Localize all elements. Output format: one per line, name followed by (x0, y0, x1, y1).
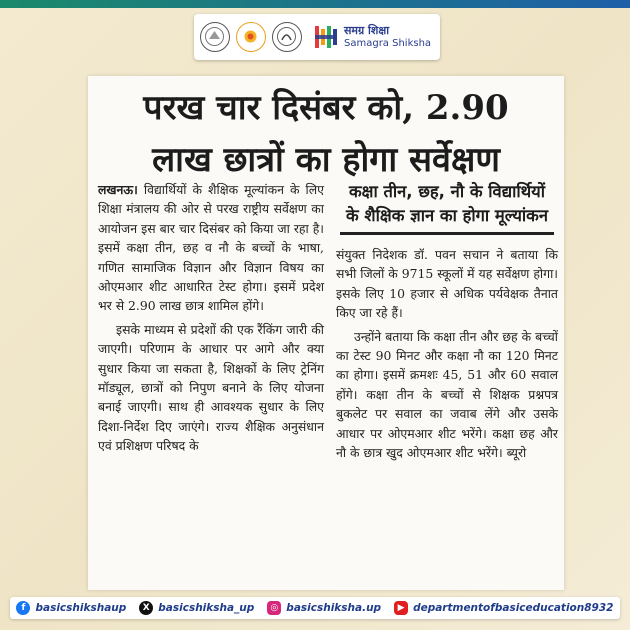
x-link[interactable] (139, 601, 254, 615)
samagra-shiksha-logo (312, 23, 431, 51)
youtube-link[interactable] (394, 601, 613, 615)
facebook-link[interactable] (16, 601, 126, 615)
article-column-right (336, 180, 558, 462)
government-seal-icon (200, 22, 230, 52)
samagra-shiksha-icon (312, 23, 340, 51)
social-footer (10, 597, 620, 619)
instagram-link[interactable] (267, 601, 381, 615)
article-headline (88, 82, 564, 186)
headline-line-2: लाख छात्रों का होगा सर्वेक्षण (152, 140, 500, 180)
article-paragraph: इसके माध्यम से प्रदेशों की एक रैंकिंग जारी की जाएगी। परिणाम के आधार पर आगे और क्या सुधार किया जा सकता है, शिक्षकों के लिए ट्रेनिंग मॉड्यूल, छात्रों को निपुण बनाने के लिए योजना बनाई जाएगी। साथ ही आवश्यक सुधार के लिए दिशा-निर्देश दिए जाएंगे। राज्य शैक्षिक अनुसंधान एवं प्रशिक्षण परिषद के (98, 321, 324, 454)
article-column-left (98, 180, 324, 456)
article-paragraph: संयुक्त निदेशक डॉ. पवन सचान ने बताया कि सभी जिलों के 9715 स्कूलों में यह सर्वेक्षण होगा। इसके लिए 10 हजार से अधिक पर्यवेक्षक तैनात किए जा रहे हैं। (336, 247, 558, 321)
article-paragraph: उन्होंने बताया कि कक्षा तीन और छह के बच्चों का टेस्ट 90 मिनट और कक्षा नौ का 120 मिनट का होगा। इसमें क्रमशः 45, 51 और 60 सवाल होंगे। कक्षा तीन के बच्चों से शिक्षक प्रश्नपत्र बुकलेट पर सवाल का जवाब लेंगे और उसके आधार पर ओएमआर शीट भरेंगे। कक्षा छह और नौ के छात्र खुद ओएमआर शीट भरेंगे। ब्यूरो (336, 328, 558, 461)
youtube-icon: ▶ (394, 601, 408, 615)
facebook-handle: basicshikshaup (35, 602, 127, 614)
emblem-sun-icon (236, 22, 266, 52)
paragraph-text: विद्यार्थियों के शैक्षिक मूल्यांकन के लिए शिक्षा मंत्रालय की ओर से परख राष्ट्रीय सर्वेक्षण का आयोजन इस बार चार दिसंबर को किया जा रहा है। इसमें कक्षा तीन, छह व नौ के बच्चों के भाषा, गणित सामाजिक विज्ञान और विज्ञान विषय का ओएमआर शीट आधारित टेस्ट होगा। इसमें प्रदेश भर से 2.90 लाख छात्र शामिल होंगे। (98, 182, 324, 314)
youtube-handle: departmentofbasiceducation8932 (413, 602, 614, 614)
article-subheadline: कक्षा तीन, छह, नौ के विद्यार्थियों के शैक्षिक ज्ञान का होगा मूल्यांकन (340, 180, 554, 235)
brand-name-english: Samagra Shiksha (344, 38, 432, 49)
instagram-handle: basicshiksha.up (286, 602, 382, 614)
facebook-icon: f (16, 601, 30, 615)
instagram-icon: ◎ (267, 601, 281, 615)
brand-name-hindi: समग्र शिक्षा (344, 24, 390, 37)
newspaper-clipping (88, 76, 564, 590)
x-icon: X (139, 601, 153, 615)
headline-line-1: परख चार दिसंबर को, 2.90 (143, 88, 509, 128)
state-seal-icon (272, 22, 302, 52)
article-paragraph (98, 180, 324, 316)
logo-bar (194, 14, 440, 60)
dateline: लखनऊ। (98, 182, 138, 197)
x-handle: basicshiksha_up (158, 602, 255, 614)
